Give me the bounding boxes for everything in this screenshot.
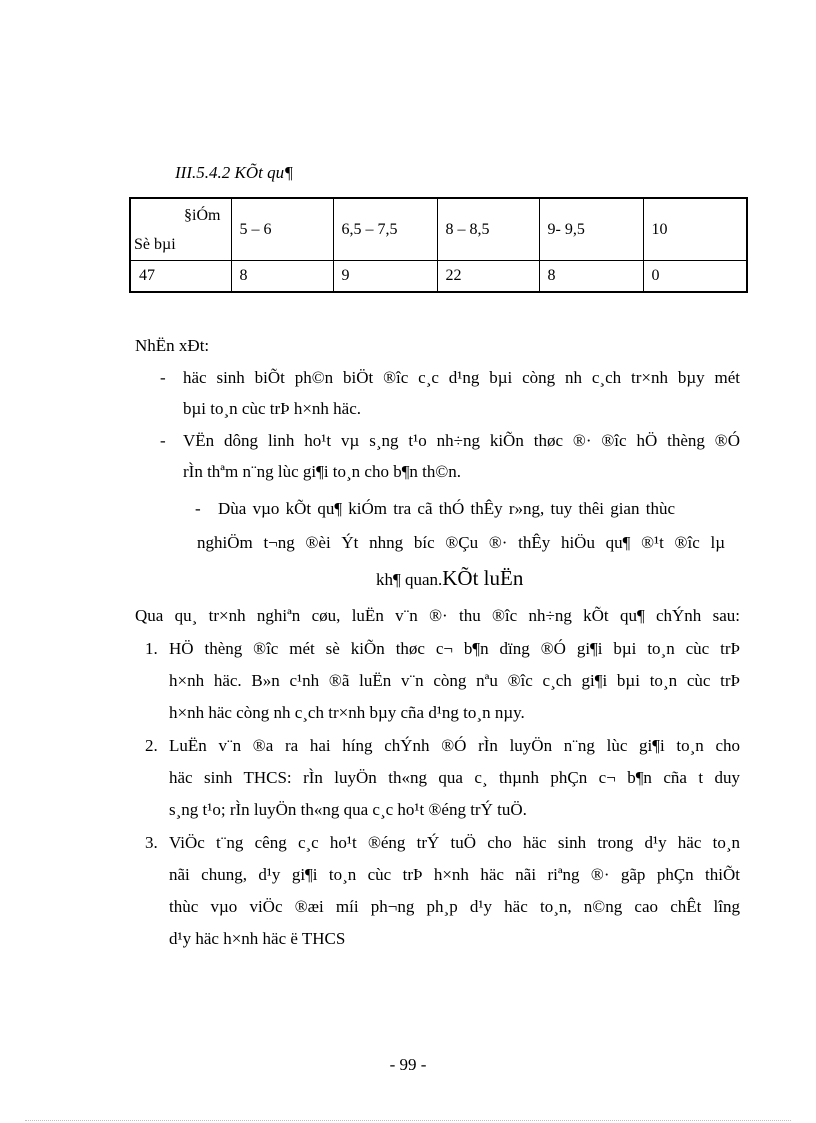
sub-bullet-line: nghiÖm t¬ng ®èi Ýt nhng bíc ®Çu ®· thÊy hiÖu qu¶ ®¹t ®îc lµ xyxy=(197,533,725,552)
table-cell: 9 xyxy=(333,261,437,293)
table-cell: 0 xyxy=(643,261,747,293)
section-heading: III.5.4.2 KÕt qu¶ xyxy=(175,163,293,182)
table-cell: 8 xyxy=(231,261,333,293)
item-line: ViÖc t¨ng cêng c¸c ho¹t ®éng trÝ tuÖ cho häc sinh trong d¹y häc to¸n xyxy=(169,833,740,852)
item-line: thùc vµo viÖc ®æi míi ph¬ng ph¸p d¹y häc to¸n, n©ng cao chÊt lîng xyxy=(169,897,740,916)
item-line: häc sinh THCS: rÌn luyÖn th«ng qua c¸ thµnh phÇn c¬ b¶n cña t duy xyxy=(169,768,740,787)
count-header-label: Sè bµi xyxy=(134,236,176,253)
bullet-line: bµi to¸n cùc trÞ h×nh häc. xyxy=(183,399,362,418)
table-header-cell: 8 – 8,5 xyxy=(437,198,539,261)
sub-bullet-last-text: kh¶ quan. xyxy=(376,570,443,589)
table-header-cell: 5 – 6 xyxy=(231,198,333,261)
footer-divider xyxy=(25,1120,791,1121)
table-row xyxy=(130,261,747,293)
sub-bullet-dash: - xyxy=(195,499,201,518)
table-cell: 8 xyxy=(539,261,643,293)
conclusion-intro: Qua qu¸ tr×nh nghiªn cøu, luËn v¨n ®· thu ®îc nh÷ng kÕt qu¶ chÝnh sau: xyxy=(135,606,740,625)
bullet-line: häc sinh biÕt ph©n biÖt ®îc c¸c d¹ng bµi còng nh c¸ch tr×nh bµy mét xyxy=(183,368,740,387)
bullet-line: VËn dông linh ho¹t vµ s¸ng t¹o nh÷ng kiÕn thøc ®· ®îc hÖ thèng ®Ó xyxy=(183,431,740,450)
bullet-dash: - xyxy=(160,368,166,387)
sub-bullet-line: Dùa vµo kÕt qu¶ kiÓm tra cã thÓ thÊy r»ng, tuy thêi gian thùc xyxy=(218,499,675,518)
item-line: HÖ thèng ®îc mét sè kiÕn thøc c¬ b¶n dïng ®Ó gi¶i bµi to¸n cùc trÞ xyxy=(169,639,740,658)
item-line: LuËn v¨n ®a ra hai híng chÝnh ®Ó rÌn luyÖn n¨ng lùc gi¶i to¸n cho xyxy=(169,736,740,755)
item-number: 3. xyxy=(145,833,158,852)
table-header-row xyxy=(130,198,747,261)
table-header-cell: 6,5 – 7,5 xyxy=(333,198,437,261)
conclusion-heading: KÕt luËn xyxy=(442,566,524,590)
bullet-line: rÌn thªm n¨ng lùc gi¶i to¸n cho b¶n th©n. xyxy=(183,462,462,481)
item-line: s¸ng t¹o; rÌn luyÖn th«ng qua c¸c ho¹t ®éng trÝ tuÖ. xyxy=(169,800,527,819)
item-number: 2. xyxy=(145,736,158,755)
results-table xyxy=(129,197,748,293)
page-number: - 99 - xyxy=(389,1055,427,1074)
table-header-cell: 9- 9,5 xyxy=(539,198,643,261)
item-line: h×nh häc. B»n c¹nh ®ã luËn v¨n còng nªu ®îc c¸ch gi¶i bµi to¸n cùc trÞ xyxy=(169,671,740,690)
sub-bullet-last-line xyxy=(376,566,523,591)
item-line: d¹y häc h×nh häc ë THCS xyxy=(169,929,346,948)
table-cell: 47 xyxy=(130,261,231,293)
score-header-label: §iÓm xyxy=(184,207,221,224)
diagonal-header-cell xyxy=(130,198,231,261)
remarks-label: NhËn xÐt: xyxy=(135,336,210,355)
item-line: nãi chung, d¹y gi¶i to¸n cùc trÞ h×nh häc nãi riªng ®· gãp phÇn thiÕt xyxy=(169,865,740,884)
table-header-cell: 10 xyxy=(643,198,747,261)
item-number: 1. xyxy=(145,639,158,658)
item-line: h×nh häc còng nh c¸ch tr×nh bµy cña d¹ng to¸n nµy. xyxy=(169,703,525,722)
bullet-dash: - xyxy=(160,431,166,450)
table-cell: 22 xyxy=(437,261,539,293)
